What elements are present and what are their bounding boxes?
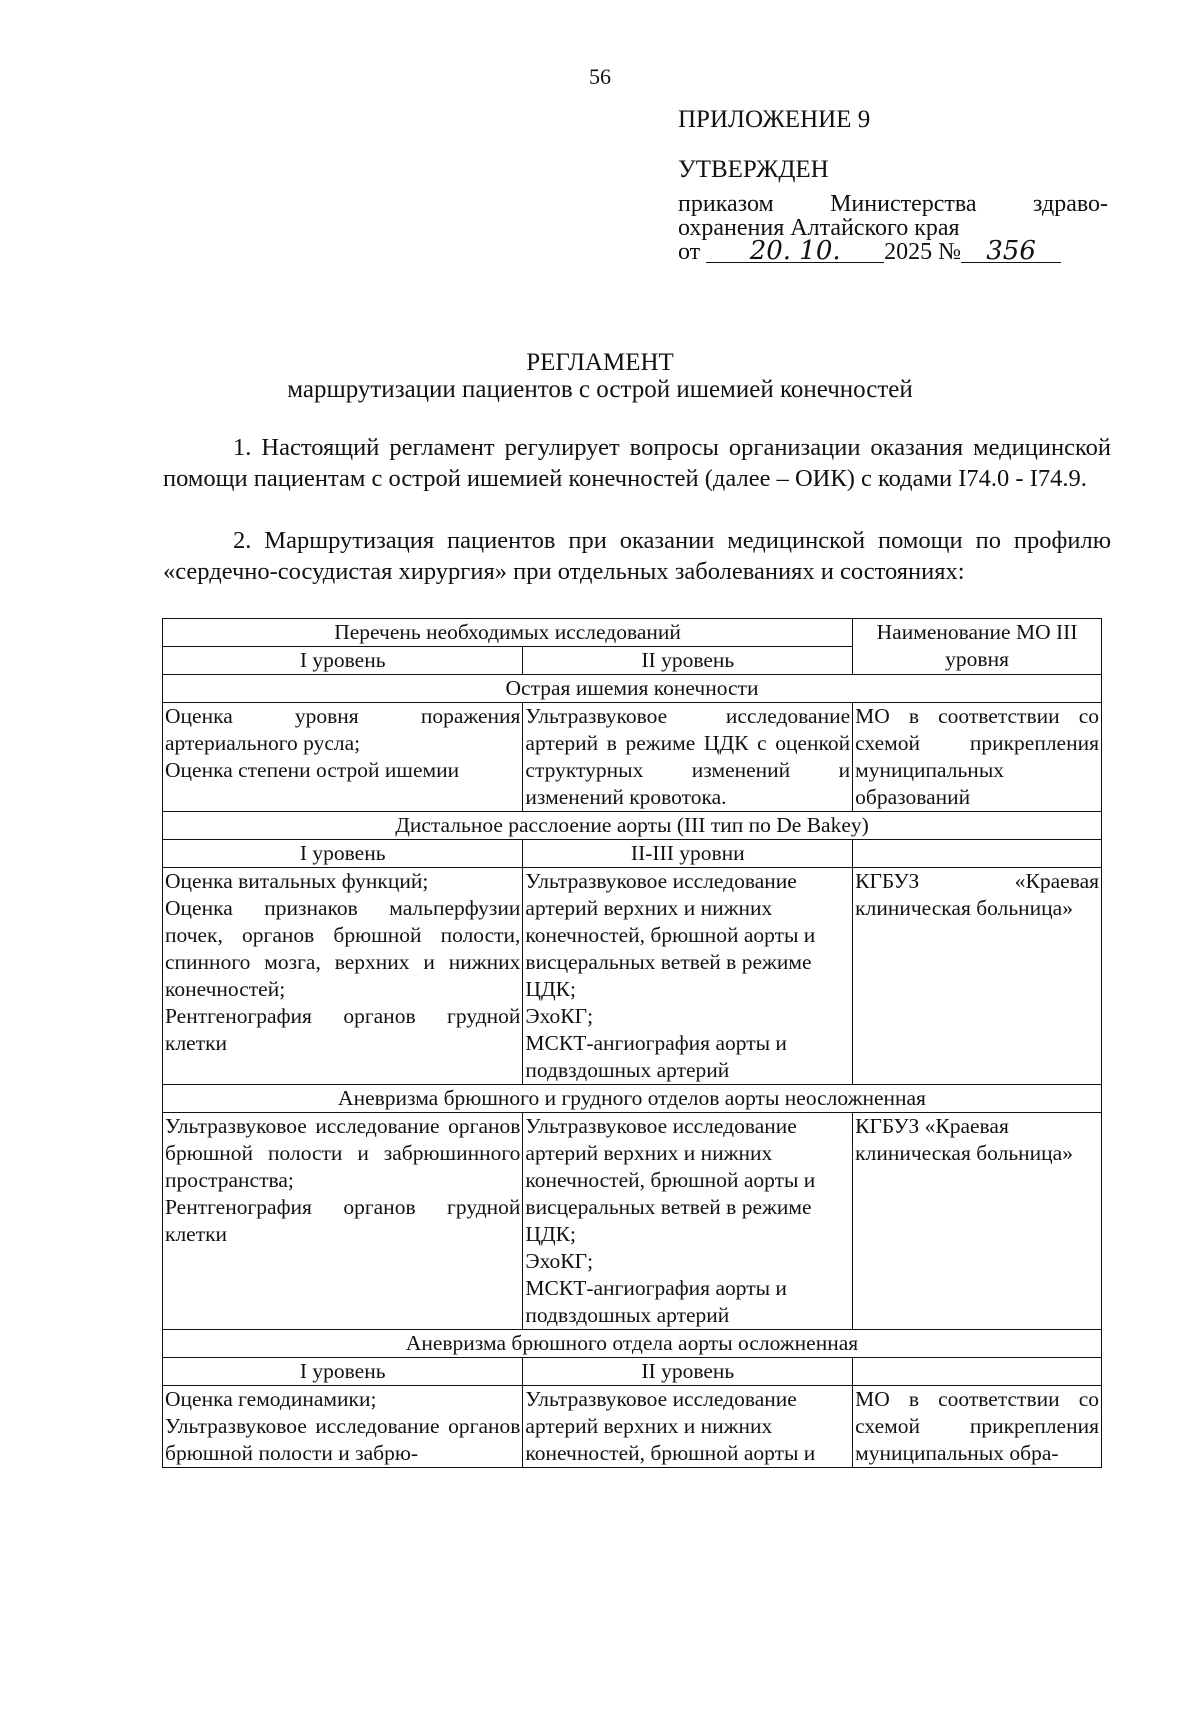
order-line-2: охранения Алтайского края xyxy=(678,215,960,241)
paragraph-2-text: 2. Маршрутизация пациентов при оказании медицинской помощи по профилю «сердечно-сосудистая хирургия» при отдельных заболеваниях и состояниях: xyxy=(163,527,1111,585)
paragraph-1 xyxy=(163,432,1111,494)
section-level-1: I уровень xyxy=(163,1358,523,1386)
cell-line: Ультразвуковое исследование органов брюшной полости и забрюшинного пространства; xyxy=(165,1114,521,1192)
section-title-row xyxy=(163,1330,1102,1358)
header-level-2: II уровень xyxy=(523,647,853,675)
section-title: Дистальное расслоение аорты (III тип по De Bakey) xyxy=(163,812,1102,840)
research-level-2 xyxy=(523,1386,853,1468)
research-level-1 xyxy=(163,1113,523,1330)
table-header-row xyxy=(163,619,1102,647)
table-row xyxy=(163,868,1102,1085)
cell-line: Ультразвуковое исследование артерий в режиме ЦДК с оценкой структурных изменений и изменений кровотока. xyxy=(525,704,851,809)
cell-line: МСКТ-ангиография аорты и подвздошных артерий xyxy=(525,1276,787,1327)
document-title: РЕГЛАМЕНТ xyxy=(526,349,674,376)
section-level-1: I уровень xyxy=(163,840,523,868)
section-title-row xyxy=(163,812,1102,840)
document-subtitle: маршрутизации пациентов с острой ишемией конечностей xyxy=(287,376,913,403)
header-research: Перечень необходимых исследований xyxy=(163,619,853,647)
research-level-1 xyxy=(163,703,523,812)
date-prefix: от xyxy=(678,239,701,265)
research-level-1 xyxy=(163,1386,523,1468)
order-line-1: приказом Министерства здраво- xyxy=(678,191,1108,217)
empty-cell xyxy=(853,1358,1102,1386)
paragraph-2 xyxy=(163,525,1111,587)
cell-line: Оценка гемодинамики; xyxy=(165,1387,377,1411)
routing-table xyxy=(162,618,1102,1468)
cell-line: ЭхоКГ; xyxy=(525,1004,594,1028)
page-number: 56 xyxy=(589,64,611,89)
section-title-row xyxy=(163,1085,1102,1113)
approval-block xyxy=(678,108,1108,264)
section-level-2: II-III уровни xyxy=(523,840,853,868)
empty-cell xyxy=(853,840,1102,868)
cell-line: Ультразвуковое исследование артерий верхних и нижних конечностей, брюшной аорты и xyxy=(525,1387,816,1465)
research-level-2 xyxy=(523,868,853,1085)
cell-line: МО в соответствии со схемой прикрепления муниципальных образований xyxy=(855,704,1099,809)
header-level-1: I уровень xyxy=(163,647,523,675)
cell-line: Рентгенография органов грудной клетки xyxy=(165,1195,521,1246)
section-title: Острая ишемия конечности xyxy=(163,675,1102,703)
cell-line: Ультразвуковое исследование органов брюшной полости и забрю- xyxy=(165,1414,521,1465)
table-row xyxy=(163,1386,1102,1468)
mo-name xyxy=(853,1113,1102,1330)
cell-line: Оценка витальных функций; xyxy=(165,869,429,893)
cell-line: КГБУЗ «Краевая клиническая больница» xyxy=(855,1114,1073,1165)
handwritten-date: 20. 10. xyxy=(706,240,884,263)
cell-line: Ультразвуковое исследование артерий верхних и нижних конечностей, брюшной аорты и висцеральных ветвей в режиме ЦДК; xyxy=(525,1114,816,1246)
table-row xyxy=(163,1113,1102,1330)
section-levels-row xyxy=(163,1358,1102,1386)
section-title: Аневризма брюшного и грудного отделов аорты неосложненная xyxy=(163,1085,1102,1113)
cell-line: МО в соответствии со схемой прикрепления муниципальных обра- xyxy=(855,1387,1099,1465)
approved-label: УТВЕРЖДЕН xyxy=(678,156,829,183)
paragraph-1-text: 1. Настоящий регламент регулирует вопросы организации оказания медицинской помощи пациентам с острой ишемией конечностей (далее – ОИК) с кодами I74.0 - I74.9. xyxy=(163,434,1111,492)
research-level-1 xyxy=(163,868,523,1085)
cell-line: ЭхоКГ; xyxy=(525,1249,594,1273)
mo-name xyxy=(853,1386,1102,1468)
cell-line: Ультразвуковое исследование артерий верхних и нижних конечностей, брюшной аорты и висцеральных ветвей в режиме ЦДК; xyxy=(525,869,816,1001)
research-level-2 xyxy=(523,1113,853,1330)
cell-line: Оценка уровня поражения артериального русла; xyxy=(165,704,521,755)
research-level-2 xyxy=(523,703,853,812)
section-levels-row xyxy=(163,840,1102,868)
table-row xyxy=(163,703,1102,812)
section-title-row xyxy=(163,675,1102,703)
header-mo: Наименование МО III уровня xyxy=(853,619,1102,675)
cell-line: МСКТ-ангиография аорты и подвздошных артерий xyxy=(525,1031,787,1082)
order-date-line xyxy=(678,236,1108,266)
mo-name xyxy=(853,868,1102,1085)
cell-line: Оценка степени острой ишемии xyxy=(165,758,460,782)
handwritten-order-number: 356 xyxy=(961,240,1061,263)
order-year: 2025 № xyxy=(884,239,962,265)
cell-line: КГБУЗ «Краевая клиническая больница» xyxy=(855,869,1099,920)
section-level-2: II уровень xyxy=(523,1358,853,1386)
mo-name xyxy=(853,703,1102,812)
appendix-label: ПРИЛОЖЕНИЕ 9 xyxy=(678,106,871,133)
cell-line: Оценка признаков мальперфузии почек, органов брюшной полости, спинного мозга, верхних и нижних конечностей; xyxy=(165,896,521,1001)
cell-line: Рентгенография органов грудной клетки xyxy=(165,1004,521,1055)
section-title: Аневризма брюшного отдела аорты осложненная xyxy=(163,1330,1102,1358)
